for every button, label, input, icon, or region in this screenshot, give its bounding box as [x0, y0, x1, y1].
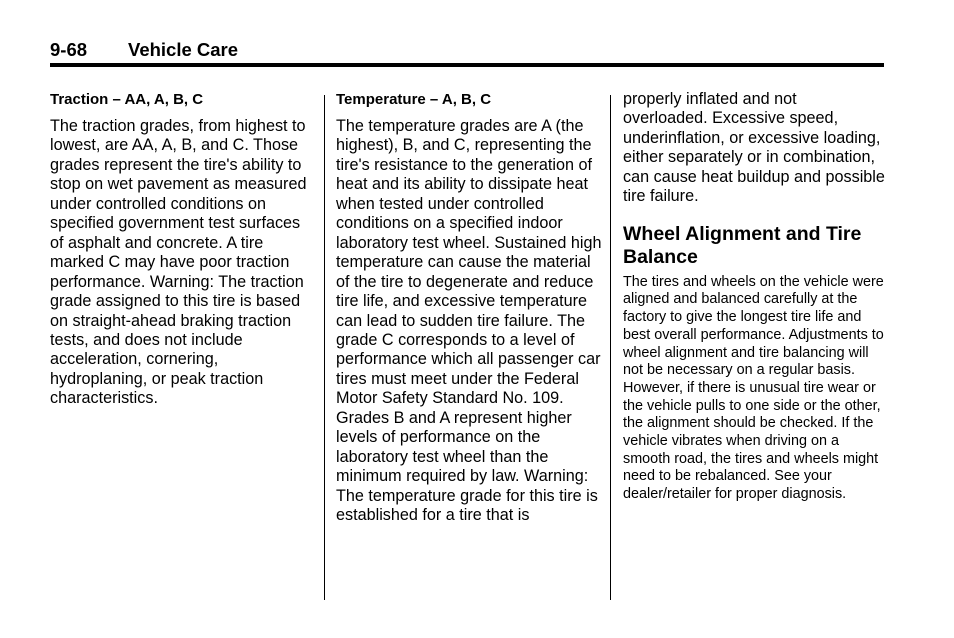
header-rule — [50, 63, 884, 67]
column-wheel-alignment — [623, 90, 885, 504]
temperature-body-continued: properly inflated and not overloaded. Excessive speed, underinflation, or excessive loading, either separately or in combination, can cause heat buildup and possible tire failure. — [623, 90, 885, 206]
traction-body: The traction grades, from highest to lowest, are AA, A, B, and C. Those grades represent the tire's ability to stop on wet pavement as measured under controlled conditions on specified government test surfaces of asphalt and concrete. A tire marked C may have poor traction performance. Warning: The traction grade assigned to this tire is based on straight-ahead braking traction tests, and does not include acceleration, cornering, hydroplaning, or peak traction characteristics. — [50, 117, 307, 408]
temperature-heading: Temperature – A, B, C — [336, 91, 492, 108]
page-number: 9-68 — [50, 39, 88, 60]
column-divider — [610, 95, 611, 600]
section-title: Vehicle Care — [128, 39, 239, 60]
wheel-alignment-body: The tires and wheels on the vehicle were aligned and balanced carefully at the factory to give the longest tire life and best overall performance. Adjustments to wheel alignment and tire balancing will not be necessary on a regular basis. However, if there is unusual tire wear or the vehicle pulls to one side or the other, the alignment should be checked. If the vehicle vibrates when driving on a smooth road, the tires and wheels might need to be rebalanced. See your dealer/retailer for proper diagnosis. — [623, 273, 884, 503]
wheel-alignment-heading: Wheel Alignment and Tire Balance — [623, 222, 862, 268]
page-header — [50, 38, 884, 62]
temperature-body: The temperature grades are A (the highest), B, and C, representing the tire's resistance to the generation of heat and its ability to dissipate heat when tested under controlled conditions on a specified indoor laboratory test wheel. Sustained high temperature can cause the material of the tire to degenerate and reduce tire life, and excessive temperature can lead to sudden tire failure. The grade C corresponds to a level of performance which all passenger car tires must meet under the Federal Motor Safety Standard No. 109. Grades B and A represent higher levels of performance on the laboratory test wheel than the minimum required by law. Warning: The temperature grade for this tire is established for a tire that is — [336, 117, 602, 525]
traction-heading: Traction – AA, A, B, C — [50, 91, 204, 108]
column-temperature — [336, 90, 602, 526]
column-divider — [324, 95, 325, 600]
column-traction — [50, 90, 312, 409]
